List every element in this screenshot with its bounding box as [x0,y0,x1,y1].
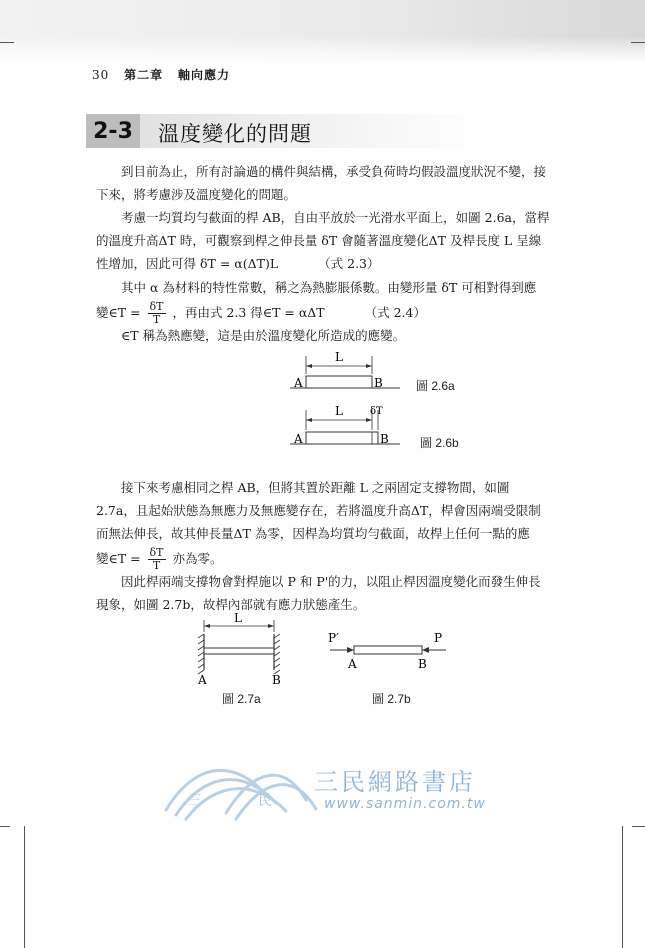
zero-strain-tail: 亦為零。 [172,551,223,566]
paragraph-5 [96,476,552,572]
fig-2-7a-dim-arrow-left [204,624,210,628]
paragraph-4 [96,324,552,347]
paragraph-5-text: 接下來考慮相同之桿 AB，但將其置於距離 L 之兩固定支撐物間，如圖 2.7a，且起始狀態為無應力及無應變存在，若將溫度升高ΔT，桿會因兩端受限制而無法伸長，故其伸長量ΔT 為零，因桿為均質均勻截面，故桿上任何一點的應 [96,480,541,541]
fig-2-6b-label-B: B [380,432,389,446]
fig-2-7a-hatch-left [198,634,204,674]
fig-2-7a-dim-arrow-right [268,624,274,628]
fig-2-7a-bar [204,648,274,654]
paragraph-6-text: 因此桿兩端支撐物會對桿施以 P 和 P'的力，以阻止桿因溫度變化而發生伸長現象，如圖 2.7b，故桿內部就有應力狀態產生。 [96,574,541,612]
fig-2-7a-label-A: A [198,673,207,687]
fig-2-6b-label-L: L [335,404,343,418]
zero-strain-fraction [148,547,166,572]
zero-strain-fraction-denominator: T [152,559,161,572]
fig-2-6a-label-L: L [335,350,343,364]
fig-2-6a-dim-arrow-left [306,364,312,368]
chapter-number: 第二章 [124,68,164,82]
fig-2-7b-label-P: P [434,631,443,645]
equation-2-3: δT = α(ΔT)L [200,256,279,271]
paragraph-1 [96,160,552,206]
fig-2-6a-label-A: A [294,376,303,390]
watermark-char-2: 民 [258,793,272,809]
watermark-char-1: 三 [188,793,202,809]
fig-2-7b-bar [354,646,422,654]
fig-2-7a-label-B: B [272,673,281,687]
fig-2-7b-label-A: A [348,657,357,671]
fig-2-7a-label-L: L [234,611,242,625]
crop-mark-bottom-left-h [0,826,10,827]
section-number: 2-3 [93,118,133,144]
page-number: 30 [92,68,110,82]
zero-strain-lead: 變∈T = [96,551,141,566]
paragraph-3 [96,276,552,326]
fig-2-6a-dim-arrow-right [366,364,372,368]
figure-2-6 [280,346,520,456]
fig-2-7b-arrow-left [347,647,354,653]
paragraph-4-text: ∈T 稱為熱應變，這是由於溫度變化所造成的應變。 [121,328,406,343]
zero-strain-fraction-numerator: δT [149,546,164,559]
page-top-band [0,0,645,62]
fig-2-6a-label-B: B [374,376,383,390]
paragraph-3-text: 其中 α 為材料的特性常數，稱之為熱膨脹係數。由變形量 δT 可相對得到應 [121,280,537,295]
strain-fraction-denominator: T [152,313,161,326]
watermark-url: www.sanmin.com.tw [324,796,486,812]
running-header [92,66,240,83]
fig-2-7b-arrow-right [422,647,429,653]
paragraph-2-text: 考慮一均質均勻截面的桿 AB，自由平放於一光滑水平面上，如圖 2.6a，當桿的溫度升高ΔT 時，可觀察到桿之伸長量 δT 會隨著溫度變化ΔT 及桿長度 L 呈線性增加，因此可得 [96,210,550,271]
fig-2-6b-dim-arrow-left [306,418,312,422]
strain-fraction [148,301,166,326]
fig-2-6b-bar [306,432,378,444]
paragraph-1-text: 到目前為止，所有討論過的構件與結構，承受負荷時均假設溫度狀況不變，接下來，將考慮涉及溫度變化的問題。 [96,164,547,202]
fig-2-7b-label-Pprime: P′ [328,631,339,645]
fig-2-6a-bar [306,376,372,388]
crop-mark-bottom-right-h [632,826,645,827]
watermark-store-name: 三民網路書店 [314,768,476,796]
strain-fraction-numerator: δT [149,300,164,313]
fig-2-7b-label-B: B [418,657,427,671]
crop-mark-bottom-left [24,826,25,948]
figure-2-6b-caption: 圖 2.6b [420,436,459,450]
crop-mark-top-right [631,42,645,43]
crop-mark-top-left [0,42,14,43]
equation-2-4-tag: （式 2.4） [364,305,426,320]
crop-mark-bottom-right [622,826,623,948]
fig-2-6b-label-A: A [294,432,303,446]
figure-2-7b-caption: 圖 2.7b [372,692,411,706]
section-number-box [86,114,140,148]
strain-lead: 變∈T = [96,305,141,320]
figure-2-7 [190,608,470,688]
section-title: 溫度變化的問題 [158,122,312,146]
figure-2-6a-caption: 圖 2.6a [416,379,455,393]
equation-2-4: ，再由式 2.3 得∈T = αΔT [172,305,325,320]
paragraph-2 [96,206,552,275]
fig-2-6b-label-delta: δT [370,406,383,417]
chapter-title: 軸向應力 [177,68,230,82]
fig-2-7a-hatch-right [274,634,280,674]
equation-2-3-tag: （式 2.3） [318,256,380,271]
figure-2-7a-caption: 圖 2.7a [222,692,261,706]
fig-2-6b-dim-arrow-right [366,418,372,422]
